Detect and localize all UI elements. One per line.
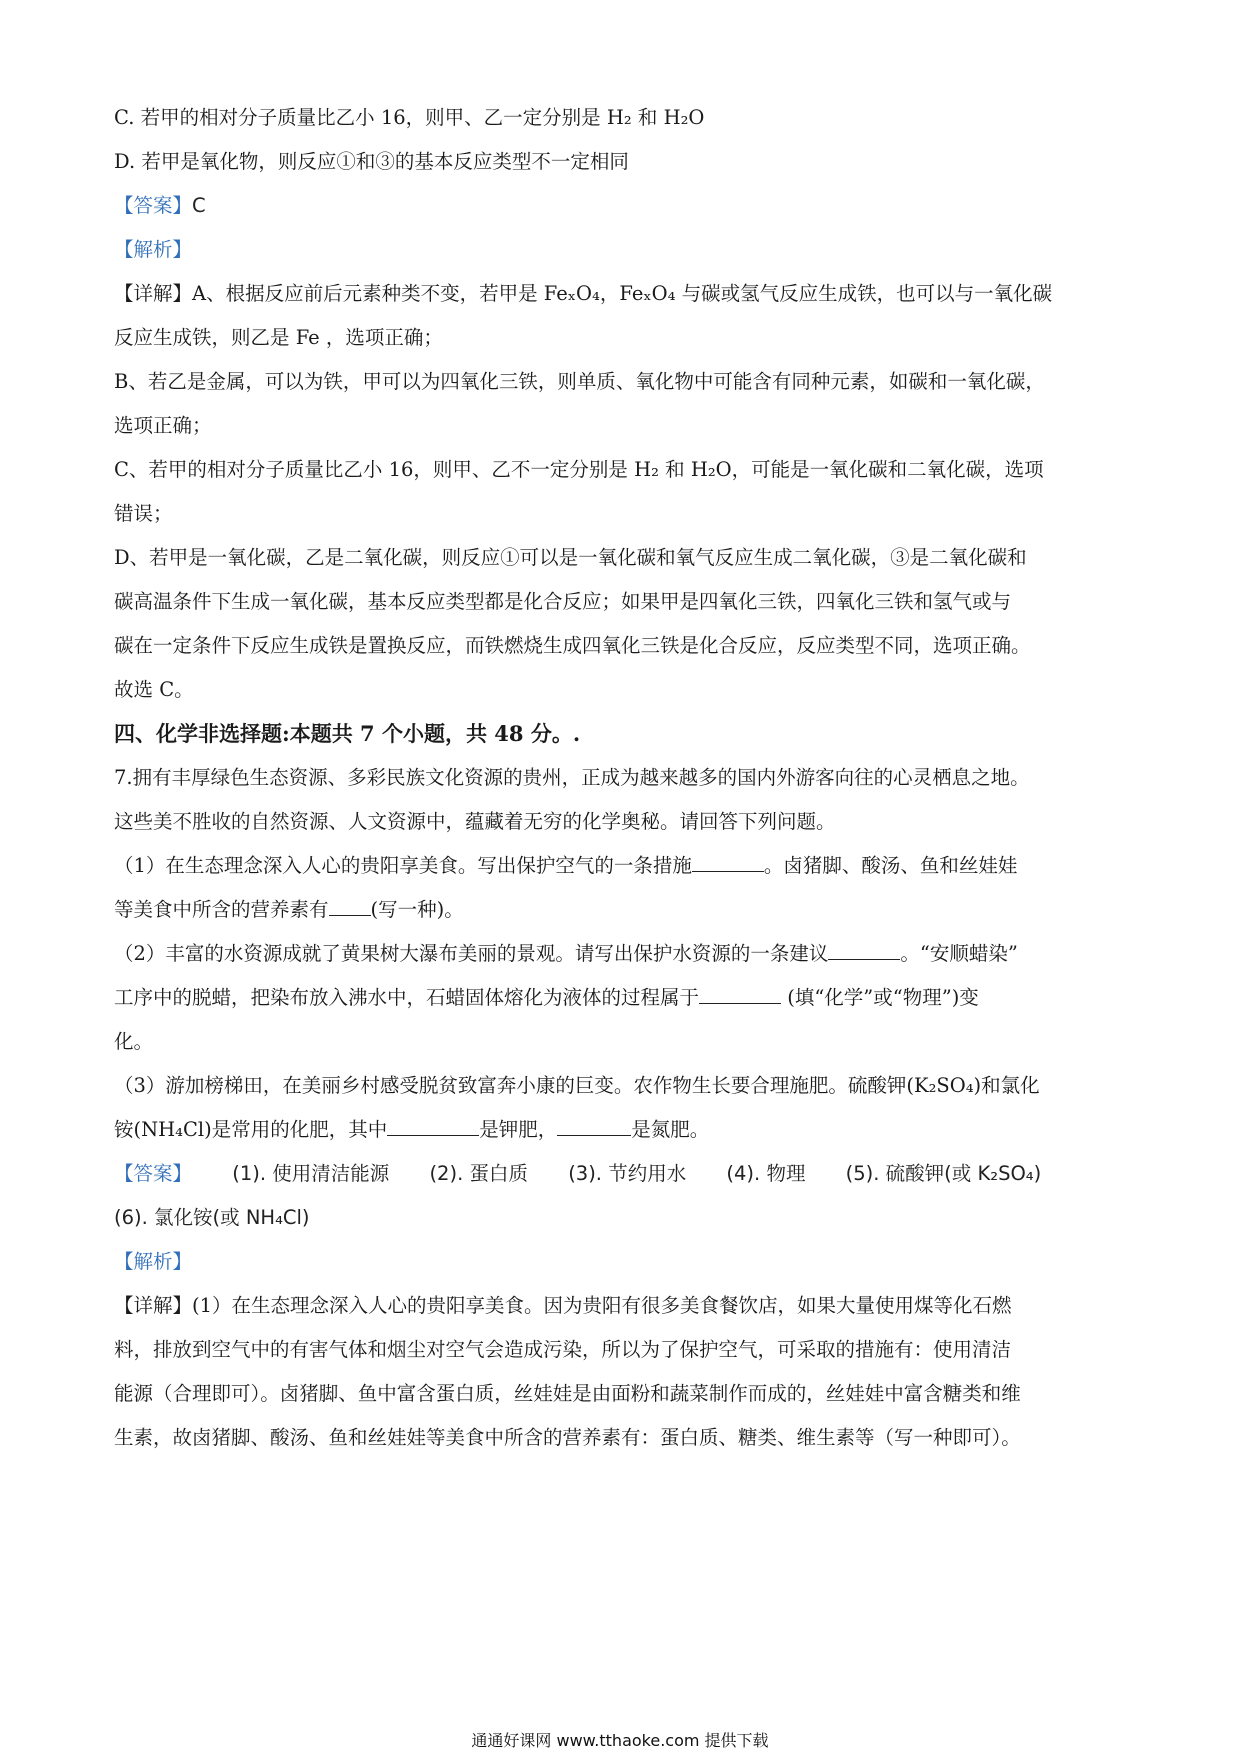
detail2-line3: 能源（合理即可）。卤猪脚、鱼中富含蛋白质，丝娃娃是由面粉和蔬菜制作而成的，丝娃娃中富含糖类和维	[114, 1382, 1021, 1405]
section-heading: 四、化学非选择题:本题共 7 个小题，共 48 分。.	[114, 721, 581, 746]
answer-blank	[828, 941, 900, 960]
question7-part2-cont	[114, 985, 1134, 1011]
detail2-line1: 【详解】(1）在生态理念深入人心的贵阳享美食。因为贵阳有很多美食餐饮店，如果大量使用煤等化石燃	[114, 1294, 1012, 1317]
option-c-text: C. 若甲的相对分子质量比乙小 16，则甲、乙一定分别是	[114, 106, 607, 129]
answer-line	[114, 193, 1134, 219]
question7-part3: （3）游加榜梯田，在美丽乡村感受脱贫致富奔小康的巨变。农作物生长要合理施肥。硫酸钾(K₂SO₄)和氯化	[114, 1074, 1040, 1097]
answers-row	[114, 1161, 1134, 1187]
answer-5: (5). 硫酸钾(或 K₂SO₄)	[845, 1162, 1042, 1185]
detail-a-line2: 反应生成铁，则乙是 Fe ，选项正确；	[114, 326, 443, 349]
q7-part2-text-c: 工序中的脱蜡，把染布放入沸水中，石蜡固体熔化为液体的过程属于	[114, 986, 700, 1009]
choose-c: 故选 C。	[114, 678, 194, 701]
question7-part2-end: 化。	[114, 1030, 154, 1053]
detail-c-line2: 错误；	[114, 502, 173, 525]
answer-blank	[557, 1117, 631, 1136]
q7-part2-text-a: （2）丰富的水资源成就了黄果树大瀑布美丽的景观。请写出保护水资源的一条建议	[114, 942, 829, 965]
detail-b-line2: 选项正确；	[114, 414, 212, 437]
answer-tag: 【答案】	[114, 1162, 193, 1185]
q7-part1-text-d: (写一种)。	[370, 898, 464, 921]
answer-blank	[387, 1117, 479, 1136]
q7-part1-text-b: 。卤猪脚、酸汤、鱼和丝娃娃	[763, 854, 1018, 877]
question7-part3-cont	[114, 1117, 1134, 1143]
q7-part3-text-b: 铵(NH₄Cl)是常用的化肥，其中	[114, 1118, 388, 1141]
q7-part3-text-d: 是氮肥。	[631, 1118, 710, 1141]
detail-d-line2: 碳高温条件下生成一氧化碳，基本反应类型都是化合反应；如果甲是四氧化三铁，四氧化三铁和氢气或与	[114, 590, 1012, 613]
question7-part1	[114, 853, 1134, 879]
detail-d-line3: 碳在一定条件下反应生成铁是置换反应，而铁燃烧生成四氧化三铁是化合反应，反应类型不同，选项正确。	[114, 634, 1031, 657]
answer-value: C	[192, 194, 206, 217]
option-c-formula: H₂ 和 H₂O	[606, 106, 705, 129]
q7-part3-text-c: 是钾肥，	[479, 1118, 558, 1141]
detail-b-line1: B、若乙是金属，可以为铁，甲可以为四氧化三铁，则单质、氧化物中可能含有同种元素，如碳和一氧化碳，	[114, 370, 1045, 393]
answer-1: (1). 使用清洁能源	[232, 1162, 390, 1185]
detail-c-line1: C、若甲的相对分子质量比乙小 16，则甲、乙不一定分别是 H₂ 和 H₂O，可能是一氧化碳和二氧化碳，选项	[114, 458, 1044, 481]
q7-part1-text-a: （1）在生态理念深入人心的贵阳享美食。写出保护空气的一条措施	[114, 854, 692, 877]
detail2-line2: 料，排放到空气中的有害气体和烟尘对空气会造成污染，所以为了保护空气，可采取的措施有：使用清洁	[114, 1338, 1012, 1361]
analysis-tag-2: 【解析】	[114, 1250, 193, 1273]
question7-line2: 这些美不胜收的自然资源、人文资源中，蕴藏着无穷的化学奥秘。请回答下列问题。	[114, 810, 836, 833]
answer-blank	[329, 897, 371, 916]
question7-part1-cont	[114, 897, 1134, 923]
question7-part2	[114, 941, 1134, 967]
answer-6: (6). 氯化铵(或 NH₄Cl)	[114, 1206, 310, 1229]
answer-3: (3). 节约用水	[568, 1162, 687, 1185]
answer-blank	[699, 985, 781, 1004]
detail2-line4: 生素，故卤猪脚、酸汤、鱼和丝娃娃等美食中所含的营养素有：蛋白质、糖类、维生素等（写一种即可）。	[114, 1426, 1021, 1449]
analysis-tag: 【解析】	[114, 238, 193, 261]
answer-tag: 【答案】	[114, 194, 193, 217]
q7-part2-text-d: (填“化学”或“物理”)变	[781, 986, 979, 1009]
q7-part1-text-c: 等美食中所含的营养素有	[114, 898, 329, 921]
answer-2: (2). 蛋白质	[429, 1162, 528, 1185]
detail-a-line1: 【详解】A、根据反应前后元素种类不变，若甲是 FeₓO₄，FeₓO₄ 与碳或氢气反应生成铁，也可以与一氧化碳	[114, 282, 1053, 305]
answer-blank	[692, 853, 764, 872]
detail-d-line1: D、若甲是一氧化碳，乙是二氧化碳，则反应①可以是一氧化碳和氧气反应生成二氧化碳，③是二氧化碳和	[114, 546, 1027, 569]
q7-part2-text-b: 。“安顺蜡染”	[900, 942, 1018, 965]
answer-4: (4). 物理	[726, 1162, 806, 1185]
footer-text: 通通好课网 www.tthaoke.com 提供下载	[471, 1731, 769, 1750]
option-c	[114, 105, 1134, 131]
option-d: D. 若甲是氧化物，则反应①和③的基本反应类型不一定相同	[114, 150, 629, 173]
question7-line1: 7.拥有丰厚绿色生态资源、多彩民族文化资源的贵州，正成为越来越多的国内外游客向往的心灵栖息之地。	[114, 766, 1030, 789]
